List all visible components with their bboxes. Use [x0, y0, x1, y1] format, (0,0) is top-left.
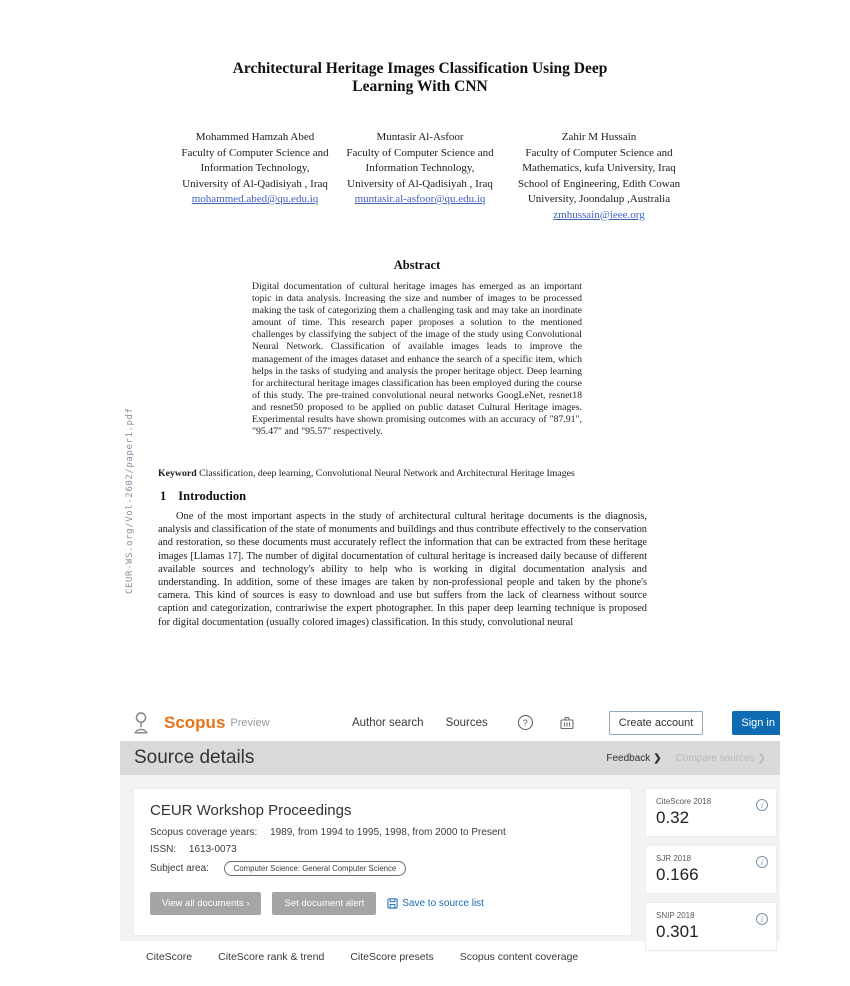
- issn-label: ISSN:: [150, 844, 177, 855]
- issn-line: [150, 844, 615, 855]
- view-all-documents-button[interactable]: View all documents ›: [150, 892, 261, 915]
- tab-citescore-presets[interactable]: CiteScore presets: [350, 951, 434, 963]
- compare-sources-link[interactable]: Compare sources ❯: [675, 752, 766, 764]
- metric-value: 0.32: [656, 808, 690, 827]
- sign-in-button[interactable]: Sign in: [732, 711, 780, 735]
- nav-author-search[interactable]: Author search: [351, 716, 424, 729]
- keywords-line: [158, 468, 698, 479]
- author-affiliation: Faculty of Computer Science and: [525, 146, 673, 159]
- citescore-metric-card: [645, 788, 777, 837]
- metric-label: SJR 2018: [656, 854, 692, 863]
- keywords-text: Classification, deep learning, Convolutional Neural Network and Architectural Heritage Images: [196, 468, 575, 479]
- subject-area-line: [150, 861, 615, 876]
- tab-citescore-rank-trend[interactable]: CiteScore rank & trend: [218, 951, 325, 963]
- abstract-text: Digital documentation of cultural heritage images has emerged as an important topic in data analysis. Increasing the size and number of images to be processed making the task of categorizing them a challenging task and may take an inordinate amount of time. This research paper proposes a solution to the mentioned challenges by classifying the subject of the image of the study using Convolutional Neural Network. Classification of available images leads to improve the management of the images dataset and enhance the search of a specific item, which helps in the tasks of studying and analysis the proper heritage object. Deep learning for architectural heritage images classification has been employed during the course of this study. The pre-trained convolutional neural networks GoogLeNet, resnet18 and resnet50 proposed to be applied on public dataset Cultural Heritage images. Experimental results have shown promising outcomes with an accuracy of "87.91", "95.47" and "95.57" respectively.: [252, 281, 582, 438]
- author-name: Mohammed Hamzah Abed: [195, 131, 315, 143]
- scopus-nav: [352, 711, 780, 735]
- author-email-link[interactable]: muntasir.al-asfoor@qu.edu.iq: [354, 193, 486, 205]
- scopus-preview-label: Preview: [230, 716, 270, 729]
- scopus-header: [120, 704, 780, 741]
- author-affiliation: Faculty of Computer Science and: [346, 146, 494, 159]
- paper-title-line2: Learning With CNN: [352, 78, 488, 95]
- author-affiliation: University of Al-Qadisiyah , Iraq: [182, 177, 328, 190]
- elsevier-tree-logo-icon: [128, 710, 154, 736]
- tab-citescore[interactable]: CiteScore: [146, 951, 193, 963]
- sjr-metric-card: [645, 845, 777, 894]
- metric-value: 0.166: [656, 865, 699, 884]
- metric-label: CiteScore 2018: [656, 797, 712, 806]
- scopus-brand-label[interactable]: Scopus: [164, 712, 226, 732]
- feedback-link[interactable]: Feedback ❯: [606, 752, 662, 764]
- author-block-3: [480, 130, 718, 223]
- info-icon[interactable]: i: [756, 913, 768, 925]
- introduction-text: One of the most important aspects in the study of architectural cultural heritage documents is the diagnosis, analysis and classification of the state of monuments and buildings and thus contribute effectively to the conservation and restoration, so these documents must accurately reflect the information that can be extracted from these heritage images [Llamas 17]. The number of digital documentation of cultural heritage is increased daily because of different available sources and technology's ability to help who is working in digital documentation analysis and understanding. In addition, some of these images are taken by non-professional people and taken by the phone's camera. This kind of sources is easy to download and use but suffers from the lack of clearness without source caption and categorization, contrariwise the expert photographer. In this paper deep learning technique is proposed for digital documentation (usually colored images) classification. In this study, convolutional neural: [158, 511, 647, 628]
- subject-area-pill[interactable]: Computer Science: General Computer Science: [224, 861, 407, 876]
- source-details-body: [120, 775, 780, 941]
- source-actions-row: [150, 892, 615, 915]
- author-affiliation: University of Al-Qadisiyah , Iraq: [347, 177, 493, 190]
- save-icon: [387, 898, 398, 909]
- pdf-source-url: CEUR-WS.org/Vol-2602/paper1.pdf: [125, 407, 135, 595]
- info-icon[interactable]: i: [756, 799, 768, 811]
- section-number: 1: [160, 489, 167, 503]
- keywords-label: Keyword: [158, 468, 197, 479]
- info-icon[interactable]: i: [756, 856, 768, 868]
- source-title: CEUR Workshop Proceedings: [150, 802, 352, 819]
- tab-scopus-content-coverage[interactable]: Scopus content coverage: [459, 951, 579, 963]
- author-affiliation: Faculty of Computer Science and: [181, 146, 329, 159]
- metric-value: 0.301: [656, 922, 699, 941]
- create-account-button[interactable]: Create account: [609, 711, 704, 735]
- subject-area-label: Subject area:: [150, 863, 209, 874]
- author-affiliation: Information Technology,: [365, 162, 475, 174]
- snip-metric-card: [645, 902, 777, 951]
- source-details-bar: [120, 741, 780, 775]
- author-name: Zahir M Hussain: [561, 131, 637, 143]
- coverage-years-line: [150, 827, 615, 838]
- paper-title: [0, 60, 840, 96]
- author-affiliation: Information Technology,: [200, 162, 310, 174]
- section-title: Introduction: [178, 489, 247, 503]
- issn-value: 1613-0073: [188, 844, 237, 855]
- author-affiliation: University, Joondalup ,Australia: [527, 193, 671, 205]
- chevron-right-icon: ❯: [653, 752, 662, 764]
- abstract-heading: Abstract: [393, 258, 441, 272]
- author-affiliation: School of Engineering, Edith Cowan: [517, 177, 681, 190]
- coverage-years-label: Scopus coverage years:: [150, 827, 258, 838]
- nav-sources[interactable]: Sources: [445, 716, 488, 729]
- save-to-source-list-link[interactable]: Save to source list: [387, 898, 484, 909]
- section-1-heading: [160, 489, 246, 504]
- scopus-source-details-page: [120, 704, 780, 963]
- author-name: Muntasir Al-Asfoor: [376, 131, 464, 143]
- set-document-alert-button[interactable]: Set document alert: [272, 892, 376, 915]
- help-icon[interactable]: ?: [518, 715, 533, 730]
- metric-label: SNIP 2018: [656, 911, 695, 920]
- source-info-card: [133, 788, 632, 936]
- briefcase-icon[interactable]: [559, 715, 575, 731]
- author-affiliation: Mathematics, kufa University, Iraq: [522, 162, 676, 174]
- metrics-column: [645, 788, 777, 941]
- author-email-link[interactable]: zmhussain@ieee.org: [553, 208, 645, 221]
- chevron-right-icon: ❯: [757, 752, 766, 764]
- paper-title-line1: Architectural Heritage Images Classification Using Deep: [232, 60, 608, 77]
- coverage-years-value: 1989, from 1994 to 1995, 1998, from 2000 to Present: [270, 827, 506, 838]
- author-email-link[interactable]: mohammed.abed@qu.edu.iq: [191, 193, 319, 205]
- page-title: Source details: [134, 747, 255, 768]
